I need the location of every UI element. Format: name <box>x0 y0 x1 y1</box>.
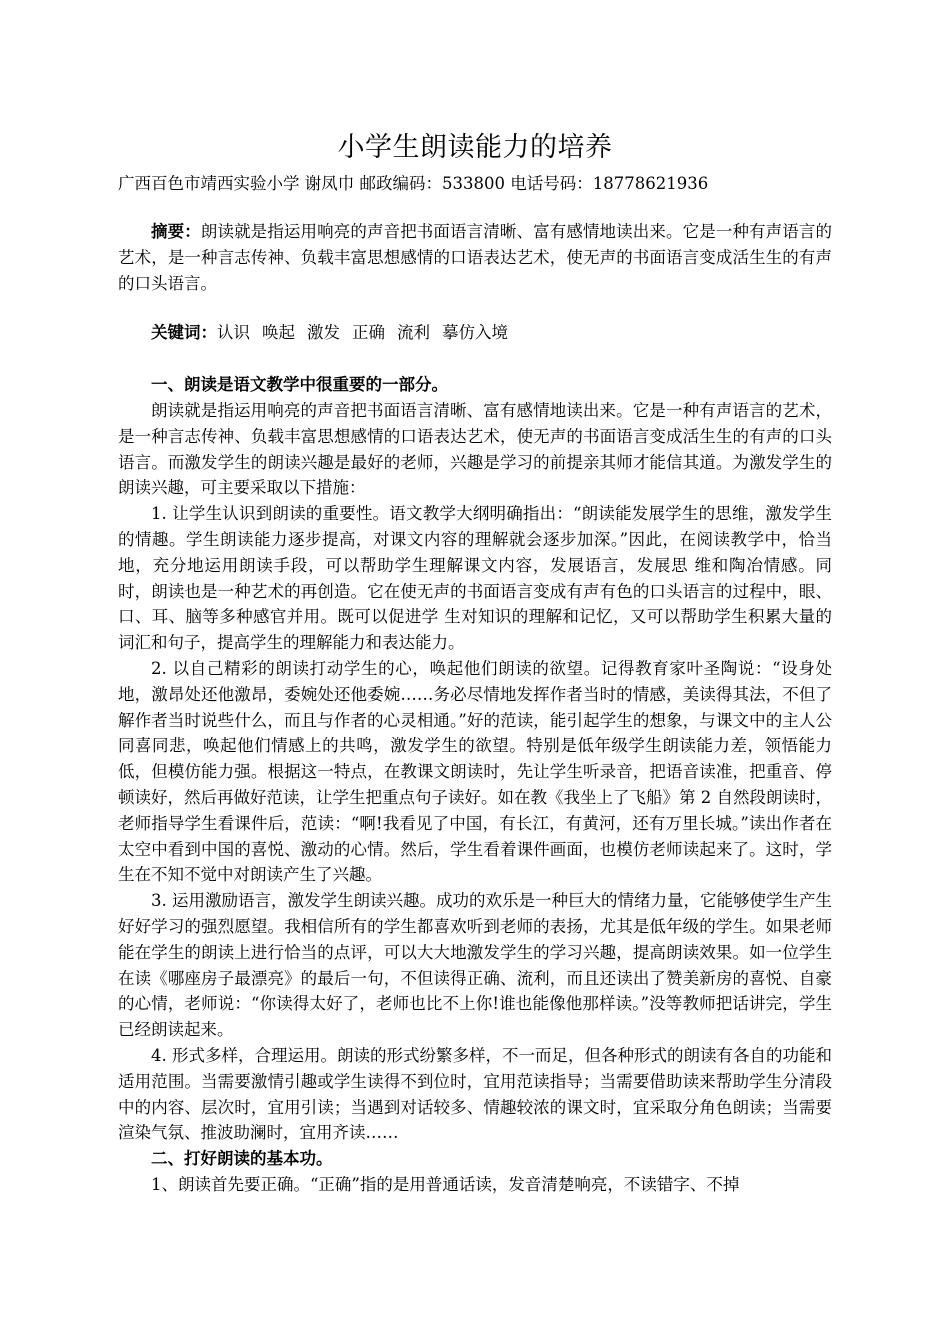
section-paragraph: 1. 让学生认识到朗读的重要性。语文教学大纲明确指出：“朗读能发展学生的思维，激发学生的情趣。学生朗读能力逐步提高，对课文内容的理解就会逐步加深。”因此，在阅读教学中，恰当地，充分地运用朗读手段，可以帮助学生理解课文内容，发展语言，发展思 维和陶冶情感。同时，朗读也是一种艺术的再创造。它在使无声的书面语言变成有声有色的口头语言的过程中，眼、口、耳、脑等多种感官并用。既可以促进学 生对知识的理解和记忆，又可以帮助学生积累大量的词汇和句子，提高学生的理解能力和表达能力。 <box>118 504 832 653</box>
keyword: 流利 <box>397 323 430 343</box>
section-heading: 二、打好朗读的基本功。 <box>151 1149 333 1169</box>
section-paragraph: 3. 运用激励语言，激发学生朗读兴趣。成功的欢乐是一种巨大的情绪力量，它能够使学生产生好好学习的强烈愿望。我相信所有的学生都喜欢听到老师的表扬，尤其是低年级的学生。如果老师能在学生的朗读上进行恰当的点评，可以大大地激发学生的学习兴趣，提高朗读效果。如一位学生在读《哪座房子最漂亮》的最后一句，不但读得正确、流利，而且还读出了赞美新房的喜悦、自豪的心情，老师说：“你读得太好了，老师也比不上你!谁也能像他那样读。”没等教师把话讲完，学生已经朗读起来。 <box>118 891 832 1040</box>
section-paragraph: 2. 以自己精彩的朗读打动学生的心，唤起他们朗读的欲望。记得教育家叶圣陶说：“设身处地，激昂处还他激昂，委婉处还他委婉……务必尽情地发挥作者当时的情感，美读得其法，不但了解作者当时说些什么，而且与作者的心灵相通。”好的范读，能引起学生的想象，与课文中的主人公同喜同悲，唤起他们情感上的共鸣，激发学生的欲望。特别是低年级学生朗读能力差，领悟能力低，但模仿能力强。根据这一特点，在教课文朗读时，先让学生听录音，把语音读准，把重音、停顿读好，然后再做好范读，让学生把重点句子读好。如在教《我坐上了飞船》第 2 自然段朗读时，老师指导学生看课件后，范读：“啊!我看见了中国，有长江，有黄河，还有万里长城。”读出作者在太空中看到中国的喜悦、激动的心情。然后，学生看着课件画面，也模仿老师读起来了。这时，学生在不知不觉中对朗读产生了兴趣。 <box>118 658 832 885</box>
section-paragraph: 朗读就是指运用响亮的声音把书面语言清晰、富有感情地读出来。它是一种有声语言的艺术，是一种言志传神、负载丰富思想感情的口语表达艺术，使无声的书面语言变成活生生的有声的口头语言。而激发学生的朗读兴趣是最好的老师，兴趣是学习的前提亲其师才能信其道。为激发学生的朗读兴趣，可主要采取以下措施： <box>118 400 832 498</box>
keyword: 摹仿入境 <box>442 323 508 343</box>
abstract-paragraph <box>118 219 832 296</box>
keyword: 唤起 <box>262 323 295 343</box>
section-paragraph: 4. 形式多样，合理运用。朗读的形式纷繁多样，不一而足，但各种形式的朗读有各自的功能和适用范围。当需要激情引趣或学生读得不到位时，宜用范读指导；当需要借助读来帮助学生分清段中的内容、层次时，宜用引读；当遇到对话较多、情趣较浓的课文时，宜采取分角色朗读；当需要渲染气氛、推波助澜时，宜用齐读…… <box>118 1045 832 1143</box>
keyword: 激发 <box>307 323 340 343</box>
keyword: 认识 <box>217 323 250 343</box>
author-line: 广西百色市靖西实验小学 谢凤巾 邮政编码：533800 电话号码：18778621936 <box>118 174 709 193</box>
section-paragraph: 1、朗读首先要正确。“正确”指的是用普通话读，发音清楚响亮，不读错字、不掉 <box>151 1174 740 1194</box>
keywords-label: 关键词： <box>151 323 217 343</box>
abstract-label: 摘要： <box>151 222 201 241</box>
abstract-text: 朗读就是指运用响亮的声音把书面语言清晰、富有感情地读出来。它是一种有声语言的艺术，是一种言志传神、负载丰富思想感情的口语表达艺术，使无声的书面语言变成活生生的有声的口头语言。 <box>118 222 833 293</box>
keywords-paragraph <box>118 320 832 346</box>
document-title: 小学生朗读能力的培养 <box>337 132 613 163</box>
section-heading: 一、朗读是语文教学中很重要的一部分。 <box>151 375 448 395</box>
keyword: 正确 <box>352 323 385 343</box>
